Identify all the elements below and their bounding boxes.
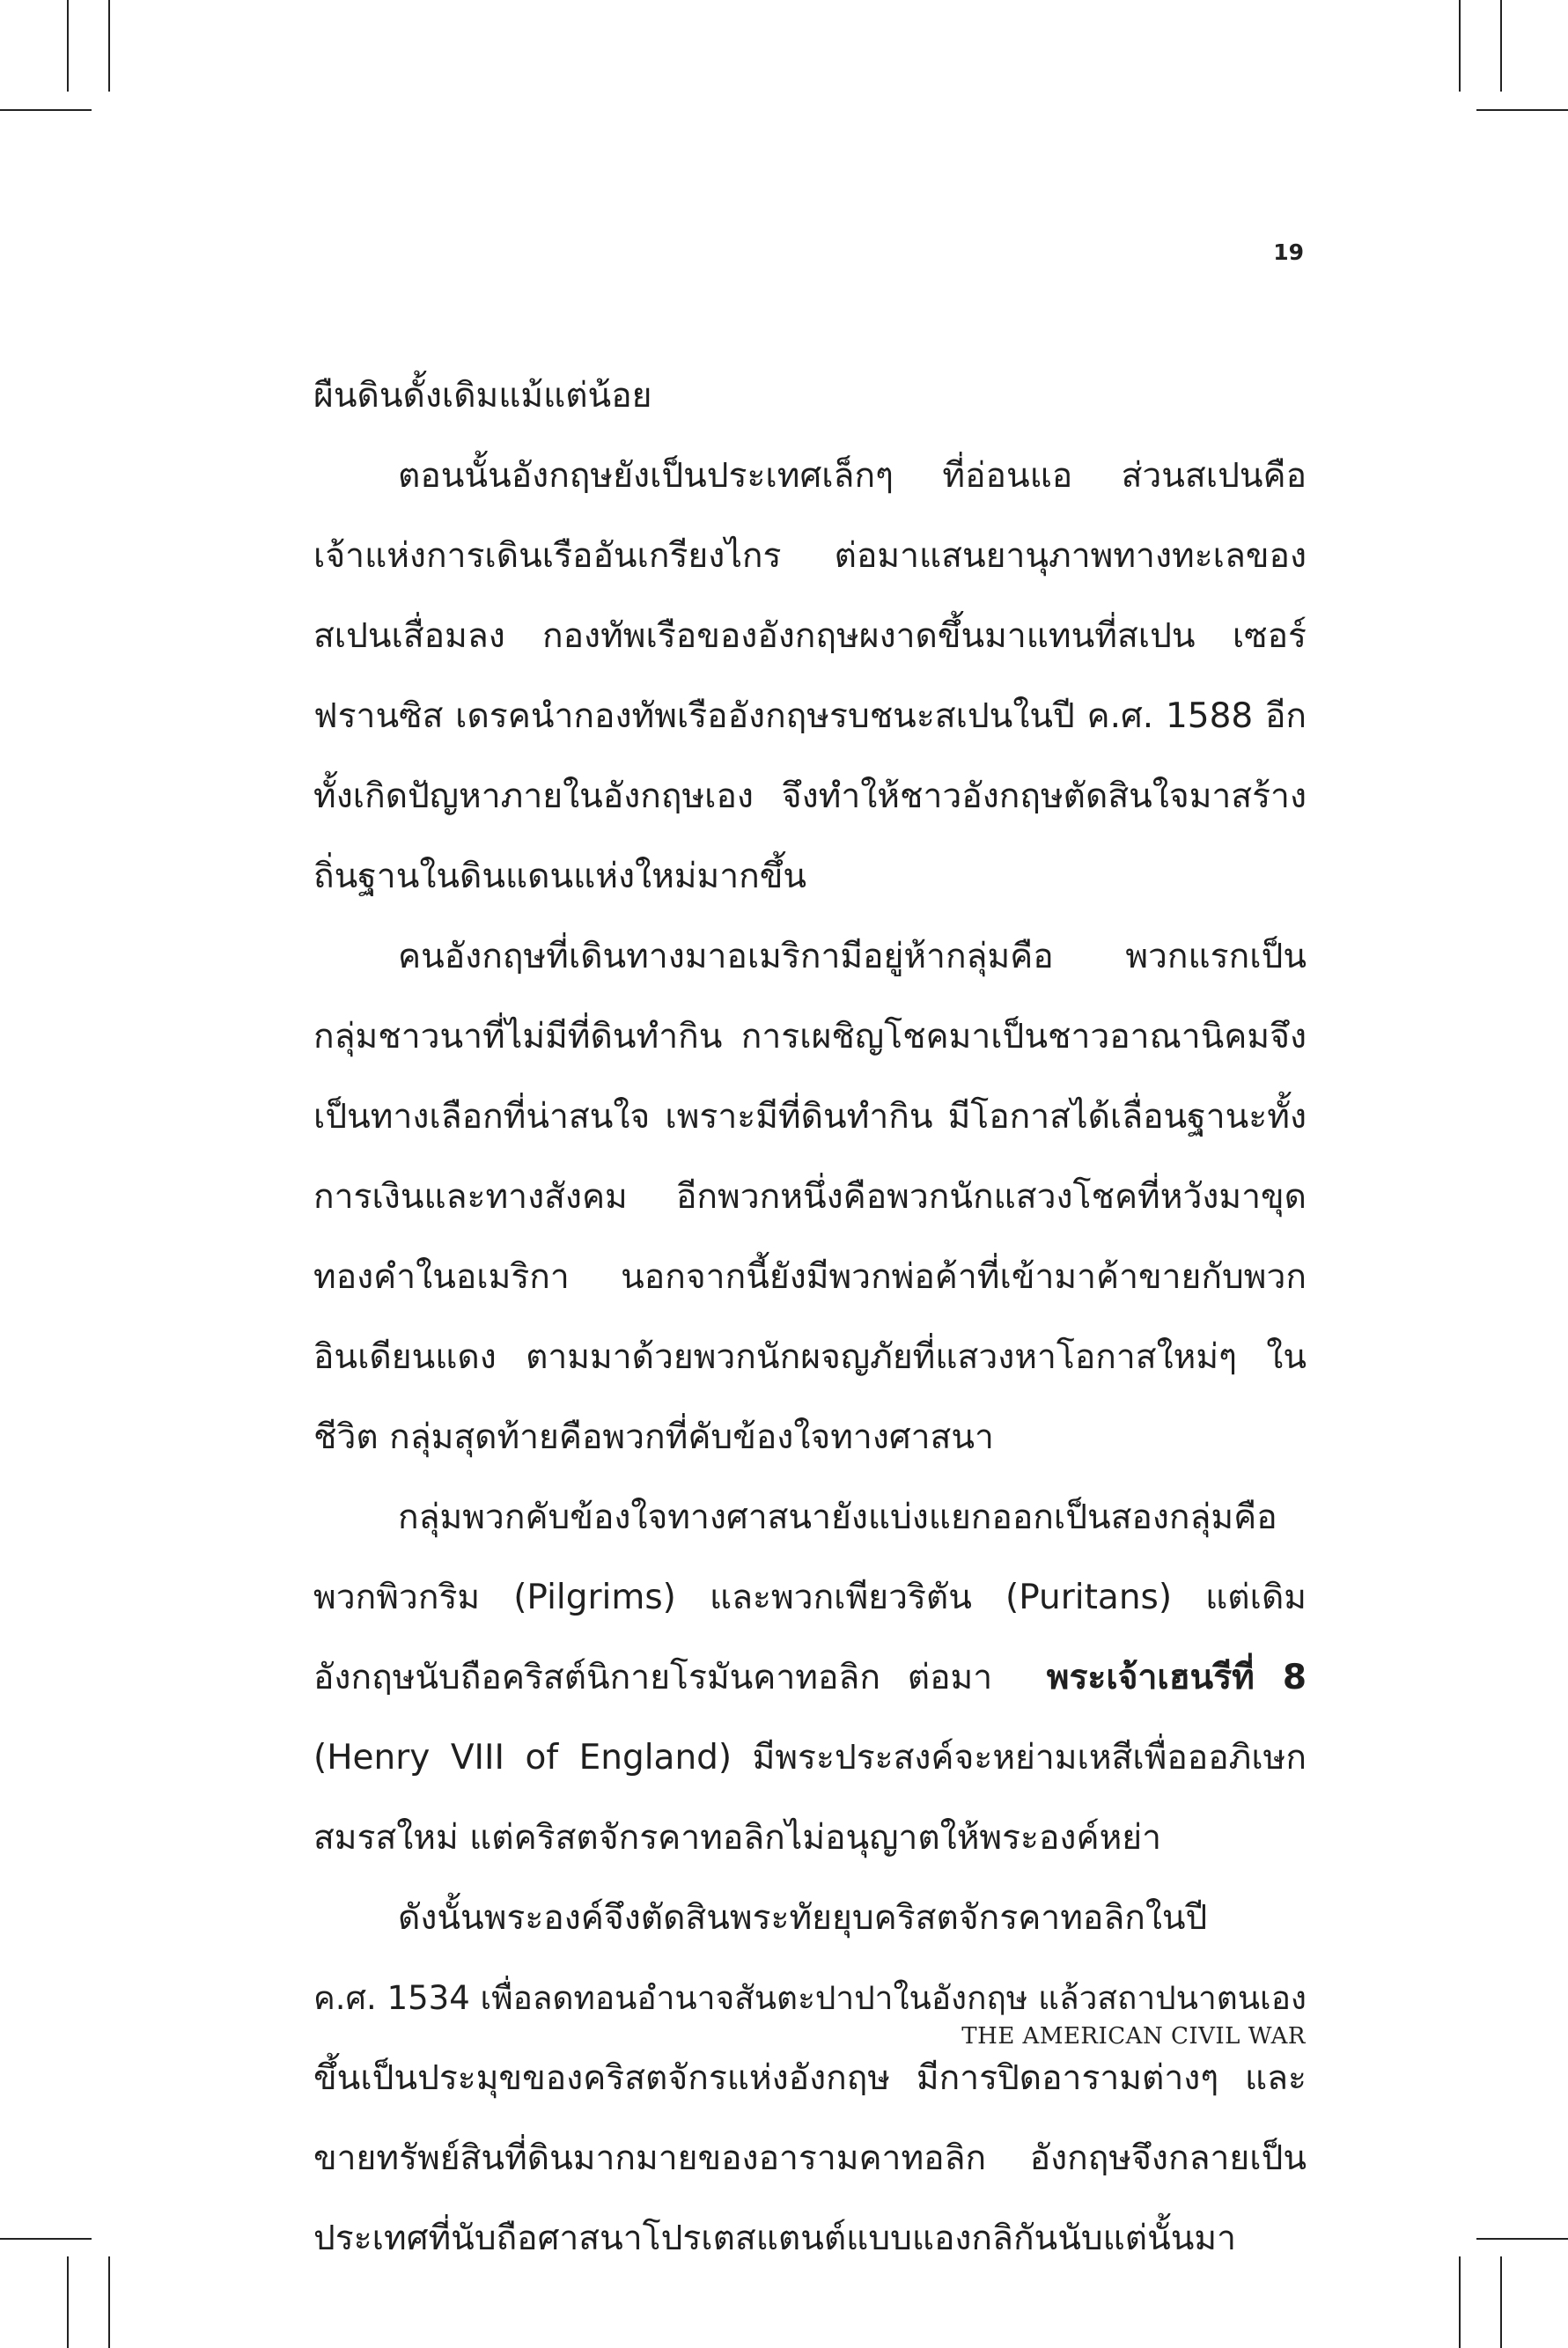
- text-line-with-emphasis: [313, 1638, 1307, 1718]
- crop-mark-bottom-right-horizontal: [1476, 2238, 1568, 2240]
- text-line: ทั้งเกิดปัญหาภายในอังกฤษเอง จึงทำให้ชาวอังกฤษตัดสินใจมาสร้าง: [313, 777, 1307, 816]
- text-line: สมรสใหม่ แต่คริสตจักรคาทอลิกไม่อนุญาตให้พระองค์หย่า: [313, 1818, 1162, 1858]
- text-line: ขายทรัพย์สินที่ดินมากมายของอารามคาทอลิก อังกฤษจึงกลายเป็น: [313, 2138, 1307, 2178]
- crop-mark-top-right-vertical-inner: [1459, 0, 1461, 92]
- text-line: เจ้าแห่งการเดินเรืออันเกรียงไกร ต่อมาแสนยานุภาพทางทะเลของ: [313, 536, 1307, 576]
- crop-mark-top-left-vertical-inner: [108, 0, 110, 92]
- crop-mark-top-left-vertical-outer: [67, 0, 69, 92]
- text-line: ดังนั้นพระองค์จึงตัดสินพระทัยยุบคริสตจักรคาทอลิกในปี: [398, 1898, 1208, 1938]
- text-line: ผืนดินดั้งเดิมแม้แต่น้อย: [313, 376, 652, 416]
- text-line: สเปนเสื่อมลง กองทัพเรือของอังกฤษผงาดขึ้นมาแทนที่สเปน เซอร์: [313, 616, 1307, 656]
- text-line: เป็นทางเลือกที่น่าสนใจ เพราะมีที่ดินทำกิน มีโอกาสได้เลื่อนฐานะทั้ง: [313, 1097, 1307, 1137]
- text-line: กลุ่มชาวนาที่ไม่มีที่ดินทำกิน การเผชิญโชคมาเป็นชาวอาณานิคมจึง: [313, 1017, 1307, 1056]
- text-line-segment: อังกฤษนับถือคริสต์นิกายโรมันคาทอลิก ต่อมา: [313, 1658, 993, 1697]
- text-line: คนอังกฤษที่เดินทางมาอเมริกามีอยู่ห้ากลุ่มคือ พวกแรกเป็น: [398, 937, 1307, 976]
- text-line: ชีวิต กลุ่มสุดท้ายคือพวกที่คับข้องใจทางศาสนา: [313, 1417, 994, 1457]
- text-line: ถิ่นฐานในดินแดนแห่งใหม่มากขึ้น: [313, 857, 807, 896]
- crop-mark-bottom-left-horizontal: [0, 2238, 92, 2240]
- running-footer-book-title: THE AMERICAN CIVIL WAR: [961, 2023, 1306, 2050]
- text-line: ขึ้นเป็นประมุขของคริสตจักรแห่งอังกฤษ มีการปิดอารามต่างๆ และ: [313, 2058, 1307, 2098]
- crop-mark-bottom-left-vertical-inner: [108, 2256, 110, 2348]
- text-line: การเงินและทางสังคม อีกพวกหนึ่งคือพวกนักแสวงโชคที่หวังมาขุด: [313, 1177, 1307, 1217]
- crop-mark-top-right-vertical-outer: [1500, 0, 1502, 92]
- text-line: ประเทศที่นับถือศาสนาโปรเตสแตนต์แบบแองกลิกันนับแต่นั้นมา: [313, 2219, 1237, 2258]
- emphasis-king-name: พระเจ้าเฮนรีที่ 8: [1046, 1658, 1307, 1697]
- crop-mark-bottom-left-vertical-outer: [67, 2256, 69, 2348]
- text-line: พวกพิวกริม (Pilgrims) และพวกเพียวริตัน (Puritans) แต่เดิม: [313, 1578, 1307, 1617]
- crop-mark-top-right-horizontal: [1476, 109, 1568, 111]
- crop-mark-bottom-right-vertical-outer: [1500, 2256, 1502, 2348]
- body-text: [313, 356, 1307, 2278]
- text-line: ทองคำในอเมริกา นอกจากนี้ยังมีพวกพ่อค้าที่เข้ามาค้าขายกับพวก: [313, 1257, 1307, 1297]
- text-line: (Henry VIII of England) มีพระประสงค์จะหย่ามเหสีเพื่อออภิเษก: [313, 1738, 1307, 1778]
- crop-mark-bottom-right-vertical-inner: [1459, 2256, 1461, 2348]
- page-number: 19: [1273, 239, 1304, 265]
- text-line: ตอนนั้นอังกฤษยังเป็นประเทศเล็กๆ ที่อ่อนแอ ส่วนสเปนคือ: [398, 456, 1307, 496]
- text-line: ฟรานซิส เดรคนำกองทัพเรืออังกฤษรบชนะสเปนในปี ค.ศ. 1588 อีก: [313, 696, 1307, 736]
- crop-mark-top-left-horizontal: [0, 109, 92, 111]
- text-line: ค.ศ. 1534 เพื่อลดทอนอำนาจสันตะปาปาในอังกฤษ แล้วสถาปนาตนเอง: [313, 1979, 1307, 2017]
- text-line: กลุ่มพวกคับข้องใจทางศาสนายังแบ่งแยกออกเป็นสองกลุ่มคือ: [398, 1498, 1277, 1537]
- text-line: อินเดียนแดง ตามมาด้วยพวกนักผจญภัยที่แสวงหาโอกาสใหม่ๆ ใน: [313, 1337, 1307, 1377]
